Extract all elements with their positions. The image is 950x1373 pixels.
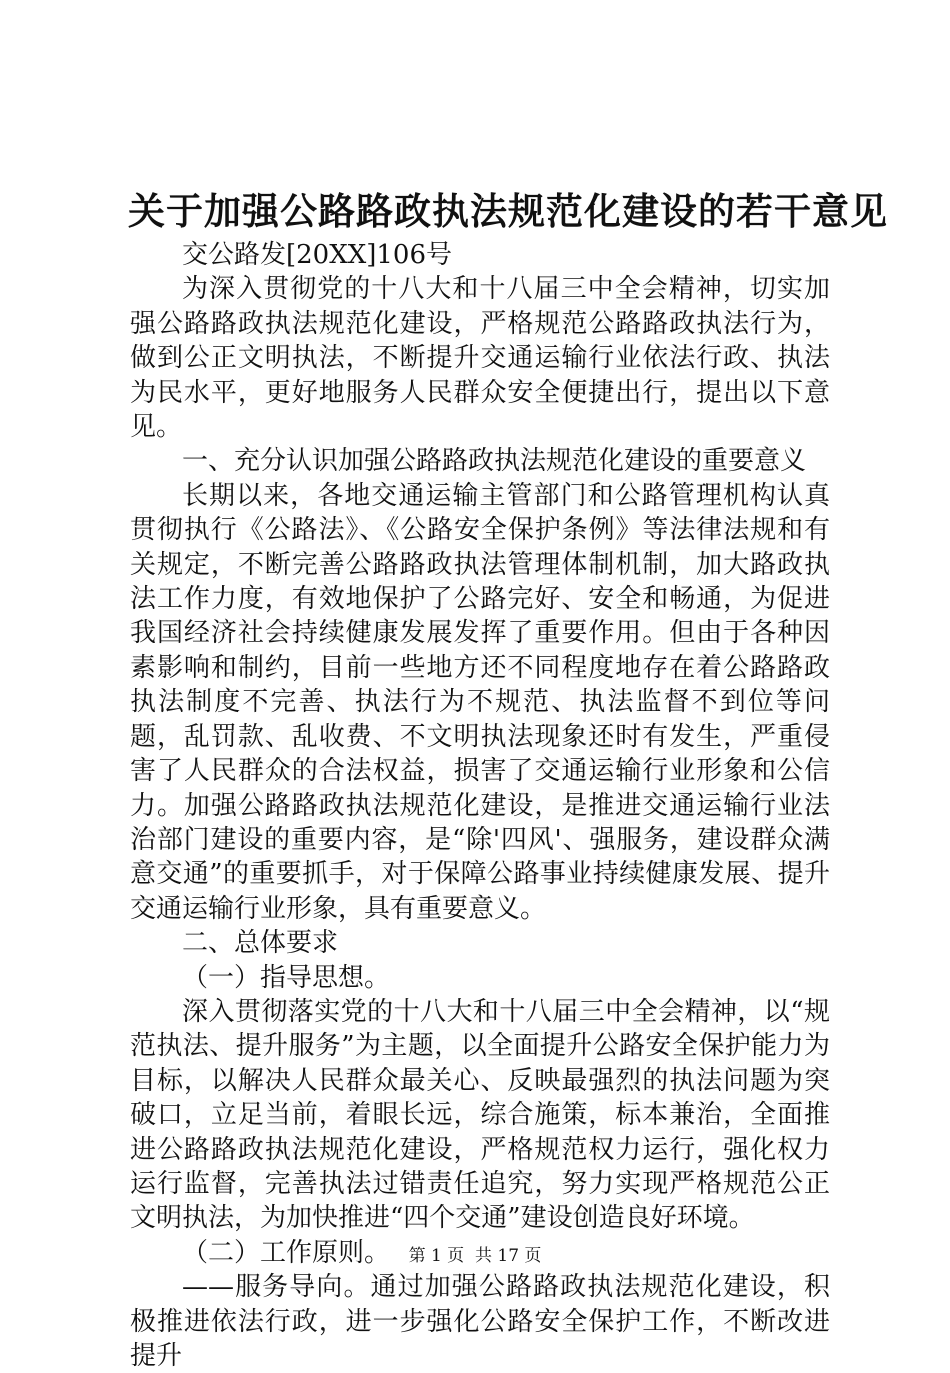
section-heading-1: 一、充分认识加强公路路政执法规范化建设的重要意义 [182, 446, 807, 477]
section-heading-2: 二、总体要求 [182, 928, 339, 959]
page-number-footer: 第 1 页 共 17 页 [408, 1246, 542, 1266]
subsection-heading-1: （一）指导思想。 [182, 962, 391, 993]
document-number: 交公路发[20XX]106号 [182, 240, 453, 270]
subsection-1-paragraph: 深入贯彻落实党的十八大和十八届三中全会精神，以“规范执法、提升服务”为主题，以全面提升公路安全保护能力为目标，以解决人民群众最关心、反映最强烈的执法问题为突破口，立足当前，着眼长远，综合施策，标本兼治，全面推进公路路政执法规范化建设，严格规范权力运行，强化权力运行监督，完善执法过错责任追究，努力实现严格规范公正文明执法，为加快推进“四个交通”建设创造良好环境。 [130, 996, 830, 1234]
section-1-paragraph: 长期以来，各地交通运输主管部门和公路管理机构认真贯彻执行《公路法》、《公路安全保护条例》等法律法规和有关规定，不断完善公路路政执法管理体制机制，加大路政执法工作力度，有效地保护了公路完好、安全和畅通，为促进我国经济社会持续健康发展发挥了重要作用。但由于各种因素影响和制约，目前一些地方还不同程度地存在着公路路政执法制度不完善、执法行为不规范、执法监督不到位等问题，乱罚款、乱收费、不文明执法现象还时有发生，严重侵害了人民群众的合法权益，损害了交通运输行业形象和公信力。加强公路路政执法规范化建设，是推进交通运输行业法治部门建设的重要内容，是“除'四风'、强服务，建设群众满意交通”的重要抓手，对于保障公路事业持续健康发展、提升交通运输行业形象，具有重要意义。 [130, 480, 830, 924]
subsection-2-paragraph: ——服务导向。通过加强公路路政执法规范化建设，积极推进依法行政，进一步强化公路安全保护工作，不断改进提升 [130, 1272, 830, 1371]
intro-paragraph: 为深入贯彻党的十八大和十八届三中全会精神，切实加强公路路政执法规范化建设，严格规范公路路政执法行为，做到公正文明执法，不断提升交通运输行业依法行政、执法为民水平，更好地服务人民群众安全便捷出行，提出以下意见。 [130, 274, 830, 443]
document-title: 关于加强公路路政执法规范化建设的若干意见 [128, 189, 888, 233]
subsection-heading-2: （二）工作原则。 [182, 1237, 391, 1268]
document-body [130, 238, 830, 1373]
